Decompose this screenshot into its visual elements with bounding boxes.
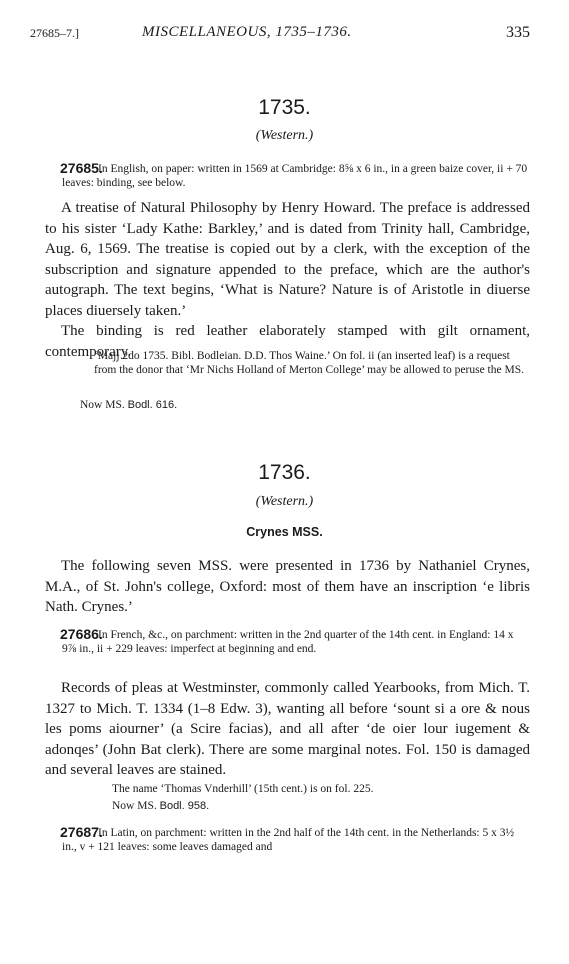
running-head — [30, 24, 530, 44]
entry-description: In Latin, on parchment: written in the 2nd half of the 14th cent. in the Netherlands: 5 x 3½ in., v + 121 leaves: some leaves damaged and — [62, 827, 515, 853]
shelfmark-code: Bodl. 958. — [159, 800, 210, 812]
note-text: The name ‘Thomas Vnderhill’ (15th cent.) is on fol. 225. — [112, 783, 374, 795]
entry-description: In English, on paper: written in 1569 at Cambridge: 8⅝ x 6 in., in a green baize cover, ii + 70 leaves: binding, see below. — [62, 163, 528, 189]
collection-intro — [45, 556, 530, 618]
body-paragraph: A treatise of Natural Philosophy by Henry Howard. The preface is addressed to his sister ‘Lady Kathe: Barkley,’ and is dated from Trinity hall, Cambridge, Aug. 6, 1569. The treatise is copied out by a clerk, with the exception of the subscription and signature appended to the preface, which are the author's autograph. The text begins, ‘What is Nature? Nature is of Aristotle in diuerse places diuersely taken.’ — [45, 200, 530, 319]
collection-heading: Crynes MSS. — [246, 525, 323, 539]
shelfmark-27686 — [112, 800, 209, 812]
entry-number: 27685. — [60, 160, 103, 176]
body-paragraph: The binding is red leather elaborately stamped with gilt ornament, contemporary. — [45, 323, 530, 360]
page-number: 335 — [506, 24, 530, 41]
entry-description: In French, &c., on parchment: written in the 2nd quarter of the 14th cent. in England: 14 x 9⅞ in., ii + 229 leaves: imperfect at beginning and end. — [62, 629, 514, 655]
entry-header-27685 — [62, 162, 530, 190]
subhead-text: (Western.) — [255, 128, 314, 143]
section-year-1735: 1735. — [258, 96, 311, 119]
entry-header-27686 — [62, 628, 530, 656]
section-year-1736: 1736. — [258, 461, 311, 484]
provenance-note-27686 — [112, 782, 562, 796]
subhead-text: (Western.) — [255, 494, 314, 509]
running-head-range: 27685–7.] — [30, 26, 79, 40]
shelfmark-code: Bodl. 616. — [127, 399, 178, 411]
running-head-title: MISCELLANEOUS, 1735–1736. — [142, 24, 352, 40]
entry-number: 27687. — [60, 824, 103, 840]
provenance-note-27685 — [94, 349, 530, 377]
shelfmark-prefix: Now MS. — [112, 800, 160, 812]
section-subhead-1736 — [0, 494, 569, 510]
shelfmark-27685 — [80, 399, 177, 411]
entry-body-27685 — [45, 198, 530, 362]
section-subhead-1735 — [0, 128, 569, 144]
entry-header-27687 — [62, 826, 530, 854]
body-paragraph: The following seven MSS. were presented in 1736 by Nathaniel Crynes, M.A., of St. John's college, Oxford: most of them have an inscription ‘e libris Nath. Crynes.’ — [45, 558, 530, 615]
body-paragraph: Records of pleas at Westminster, commonly called Yearbooks, from Mich. T. 1327 to Mich. T. 1334 (1–8 Edw. 3), wanting all before ‘sount si a ore & nous les poms aiourner’ (a Scire facias), and all after ‘de oier lour iugement & adonqes’ (John Bat clerk). There are some marginal notes. Fol. 150 is damaged and several leaves are stained. — [45, 680, 530, 778]
shelfmark-prefix: Now MS. — [80, 399, 128, 411]
entry-body-27686 — [45, 678, 530, 781]
entry-number: 27686. — [60, 626, 103, 642]
note-text: ‘Majj 2do 1735. Bibl. Bodleian. D.D. Thos Waine.’ On fol. ii (an inserted leaf) is a request from the donor that ‘Mr Nichs Holland of Merton College’ may be allowed to peruse the MS. — [94, 350, 524, 376]
